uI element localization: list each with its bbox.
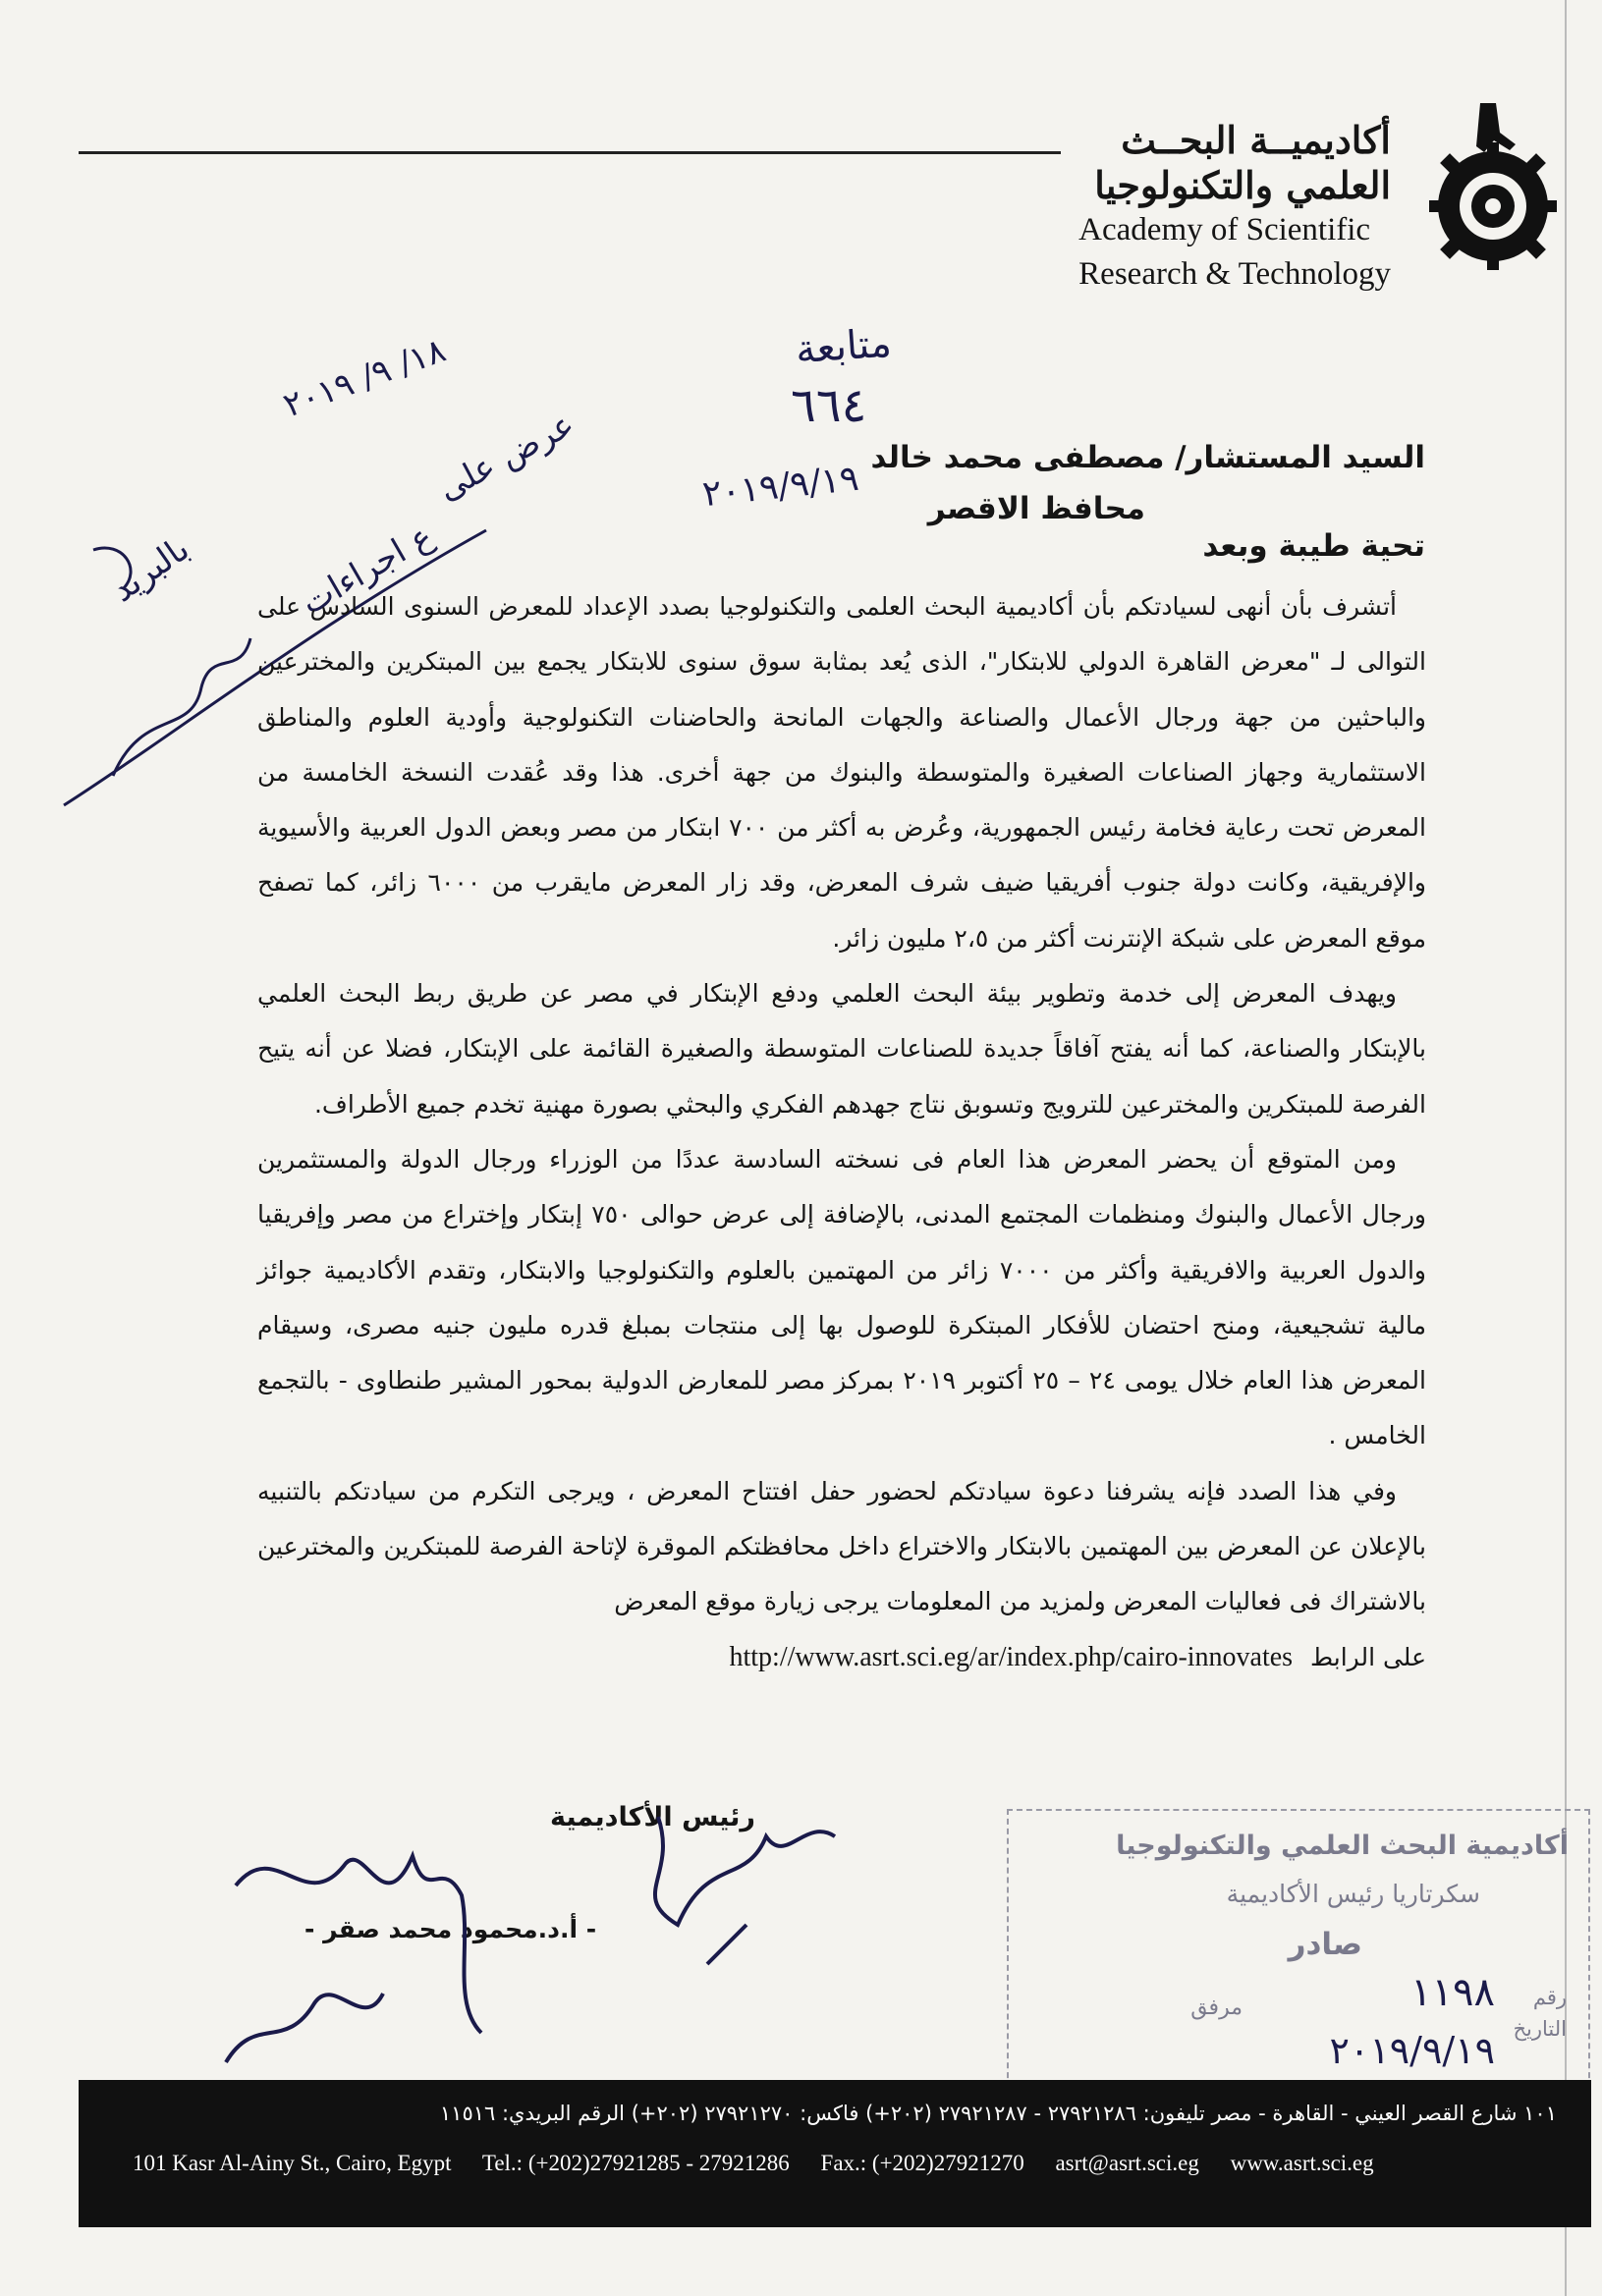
greeting: تحية طيبة وبعد — [1202, 528, 1425, 564]
outgoing-stamp — [1007, 1809, 1590, 2098]
footer-fax: Fax.: (+202)27921270 — [820, 2151, 1024, 2175]
handwritten-margin-word: بالبريد — [104, 528, 197, 611]
stamp-date-value: ٢٠١٩/٩/١٩ — [1329, 2029, 1495, 2072]
footer-address-ar: ١٠١ شارع القصر العيني - القاهرة - مصر تليفون: ٢٧٩٢١٢٨٦ - ٢٧٩٢١٢٨٧ (٢٠٢+) فاكس: ٢٧٩٢١٢٧٠ (٢٠٢+) الرقم البريدي: ١١٥١٦ — [439, 2102, 1557, 2125]
recipient-title: السيد المستشار/ مصطفى محمد خالد — [870, 440, 1425, 475]
link-prefix: على الرابط — [1310, 1642, 1426, 1671]
stamp-date-label: التاريخ — [1513, 2017, 1567, 2041]
header-rule — [79, 151, 1061, 154]
paragraph-3: ومن المتوقع أن يحضر المعرض هذا العام فى نسخته السادسة عددًا من الوزراء ورجال الدولة والمستثمرين ورجال الأعمال والبنوك ومنظمات المجتمع المدنى، بالإضافة إلى عرض حوالى ٧٥٠ إبتكار وإختراع من مصر وإفريقيا والدول العربية والافريقية وأكثر من ٧٠٠٠ زائر من المهتمين بالعلوم والتكنولوجيا والابتكار، وتقدم الأكاديمية جوائز مالية تشجيعية، ومنح احتضان للأفكار المبتكرة للوصول بها إلى منتجات بمبلغ قدره مليون جنيه مصرى، وسيقام المعرض هذا العام خلال يومى ٢٤ – ٢٥ أكتوبر ٢٠١٩ بمركز مصر للمعارض الدولية بمحور المشير طنطاوى - بالتجمع الخامس . — [257, 1144, 1426, 1450]
handwritten-ref-word: متابعة — [794, 320, 894, 373]
paragraph-4: وفي هذا الصدد فإنه يشرفنا دعوة سيادتكم لحضور حفل افتتاح المعرض ، ويرجى التكرم من سيادتكم بالتنبيه بالإعلان عن المعرض بين المهتمين بالابتكار والاختراع داخل محافظتكم الموقرة لإتاحة الفرصة للمبتكرين والمخترعين بالاشتراك فى فعاليات المعرض ولمزيد من المعلومات يرجى زيارة موقع المعرض — [257, 1476, 1426, 1616]
org-name-ar-line2: العلمي والتكنولوجيا — [1094, 163, 1391, 207]
footer-website[interactable]: www.asrt.sci.eg — [1230, 2151, 1374, 2175]
org-name-en-line1: Academy of Scientific — [1078, 212, 1371, 247]
stamp-org: أكاديمية البحث العلمي والتكنولوجيا — [1116, 1831, 1569, 1861]
org-name-en-line2: Research & Technology — [1078, 256, 1391, 292]
signatory-name: - أ.د.محمود محمد صقر - — [304, 1915, 597, 1943]
recipient-block — [870, 432, 1425, 534]
stamp-number-label: رقم — [1532, 1986, 1567, 2009]
stamp-number-value: ١١٩٨ — [1410, 1970, 1495, 2015]
footer-address: 101 Kasr Al-Ainy St., Cairo, Egypt — [133, 2151, 452, 2175]
handwritten-margin-date: ١٨/ ٩/ ٢٠١٩ — [278, 330, 452, 426]
handwritten-margin-note1: عرض على — [431, 404, 581, 510]
signatory-title: رئيس الأكاديمية — [550, 1802, 755, 1832]
stamp-department: سكرتاريا رئيس الأكاديمية — [1226, 1880, 1480, 1908]
footer-address-en — [133, 2151, 1400, 2176]
link-line — [257, 1630, 1426, 1685]
footer-email[interactable]: asrt@asrt.sci.eg — [1055, 2151, 1199, 2175]
academy-logo-icon — [1419, 93, 1567, 275]
handwritten-ref-number: ٦٦٤ — [791, 378, 867, 433]
paragraph-2: ويهدف المعرض إلى خدمة وتطوير بيئة البحث العلمي ودفع الإبتكار في مصر عن طريق ربط البحث العلمي بالإبتكار والصناعة، كما أنه يفتح آفاقاً جديدة للصناعات المتوسطة والصغيرة القائمة على الإبتكار، فضلا عن أنه يتيح الفرصة للمبتكرين والمخترعين للترويج وتسوبق نتاج جهدهم الفكري والبحثي بصورة مهنية تخدم جميع الأطراف. — [257, 979, 1426, 1119]
handwritten-ref-date: ٢٠١٩/٩/١٩ — [700, 458, 861, 516]
handwritten-margin-note2: ع اجراءات — [294, 516, 440, 624]
footer-tel: Tel.: (+202)27921285 - 27921286 — [481, 2151, 790, 2175]
event-link[interactable]: http://www.asrt.sci.eg/ar/index.php/cairo-innovates — [729, 1641, 1294, 1672]
recipient-position: محافظ الاقصر — [927, 491, 1145, 526]
footer-bar — [79, 2080, 1591, 2227]
letter-body — [257, 579, 1426, 1685]
organization-name — [1078, 118, 1391, 297]
signature-icon — [216, 1797, 923, 2082]
stamp-outgoing: صادر — [1288, 1927, 1362, 1962]
paragraph-1: أتشرف بأن أنهى لسيادتكم بأن أكاديمية البحث العلمى والتكنولوجيا بصدد الإعداد للمعرض السنوى السادس على التوالى لـ "معرض القاهرة الدولي للابتكار"، الذى يُعد بمثابة سوق سنوى للابتكار يجمع بين المبتكرين والمخترعين والباحثين من جهة ورجال الأعمال والصناعة والجهات المانحة والحاضنات التكنولوجية وأودية العلوم والمناطق الاستثمارية وجهاز الصناعات الصغيرة والمتوسطة والبنوك من جهة أخرى. هذا وقد عُقدت النسخة الخامسة من المعرض تحت رعاية فخامة رئيس الجمهورية، وعُرض به أكثر من ٧٠٠ ابتكار من مصر وبعض الدول العربية والأسيوية والإفريقية، وكانت دولة جنوب أفريقيا ضيف شرف المعرض، وقد زار المعرض مايقرب من ٦٠٠٠ زائر، كما تصفح موقع المعرض على شبكة الإنترنت أكثر من ٢،٥ مليون زائر. — [257, 592, 1426, 953]
org-name-ar-line1: أكاديميــة البحــث — [1121, 118, 1391, 162]
stamp-attach-label: مرفق — [1190, 1995, 1243, 2020]
